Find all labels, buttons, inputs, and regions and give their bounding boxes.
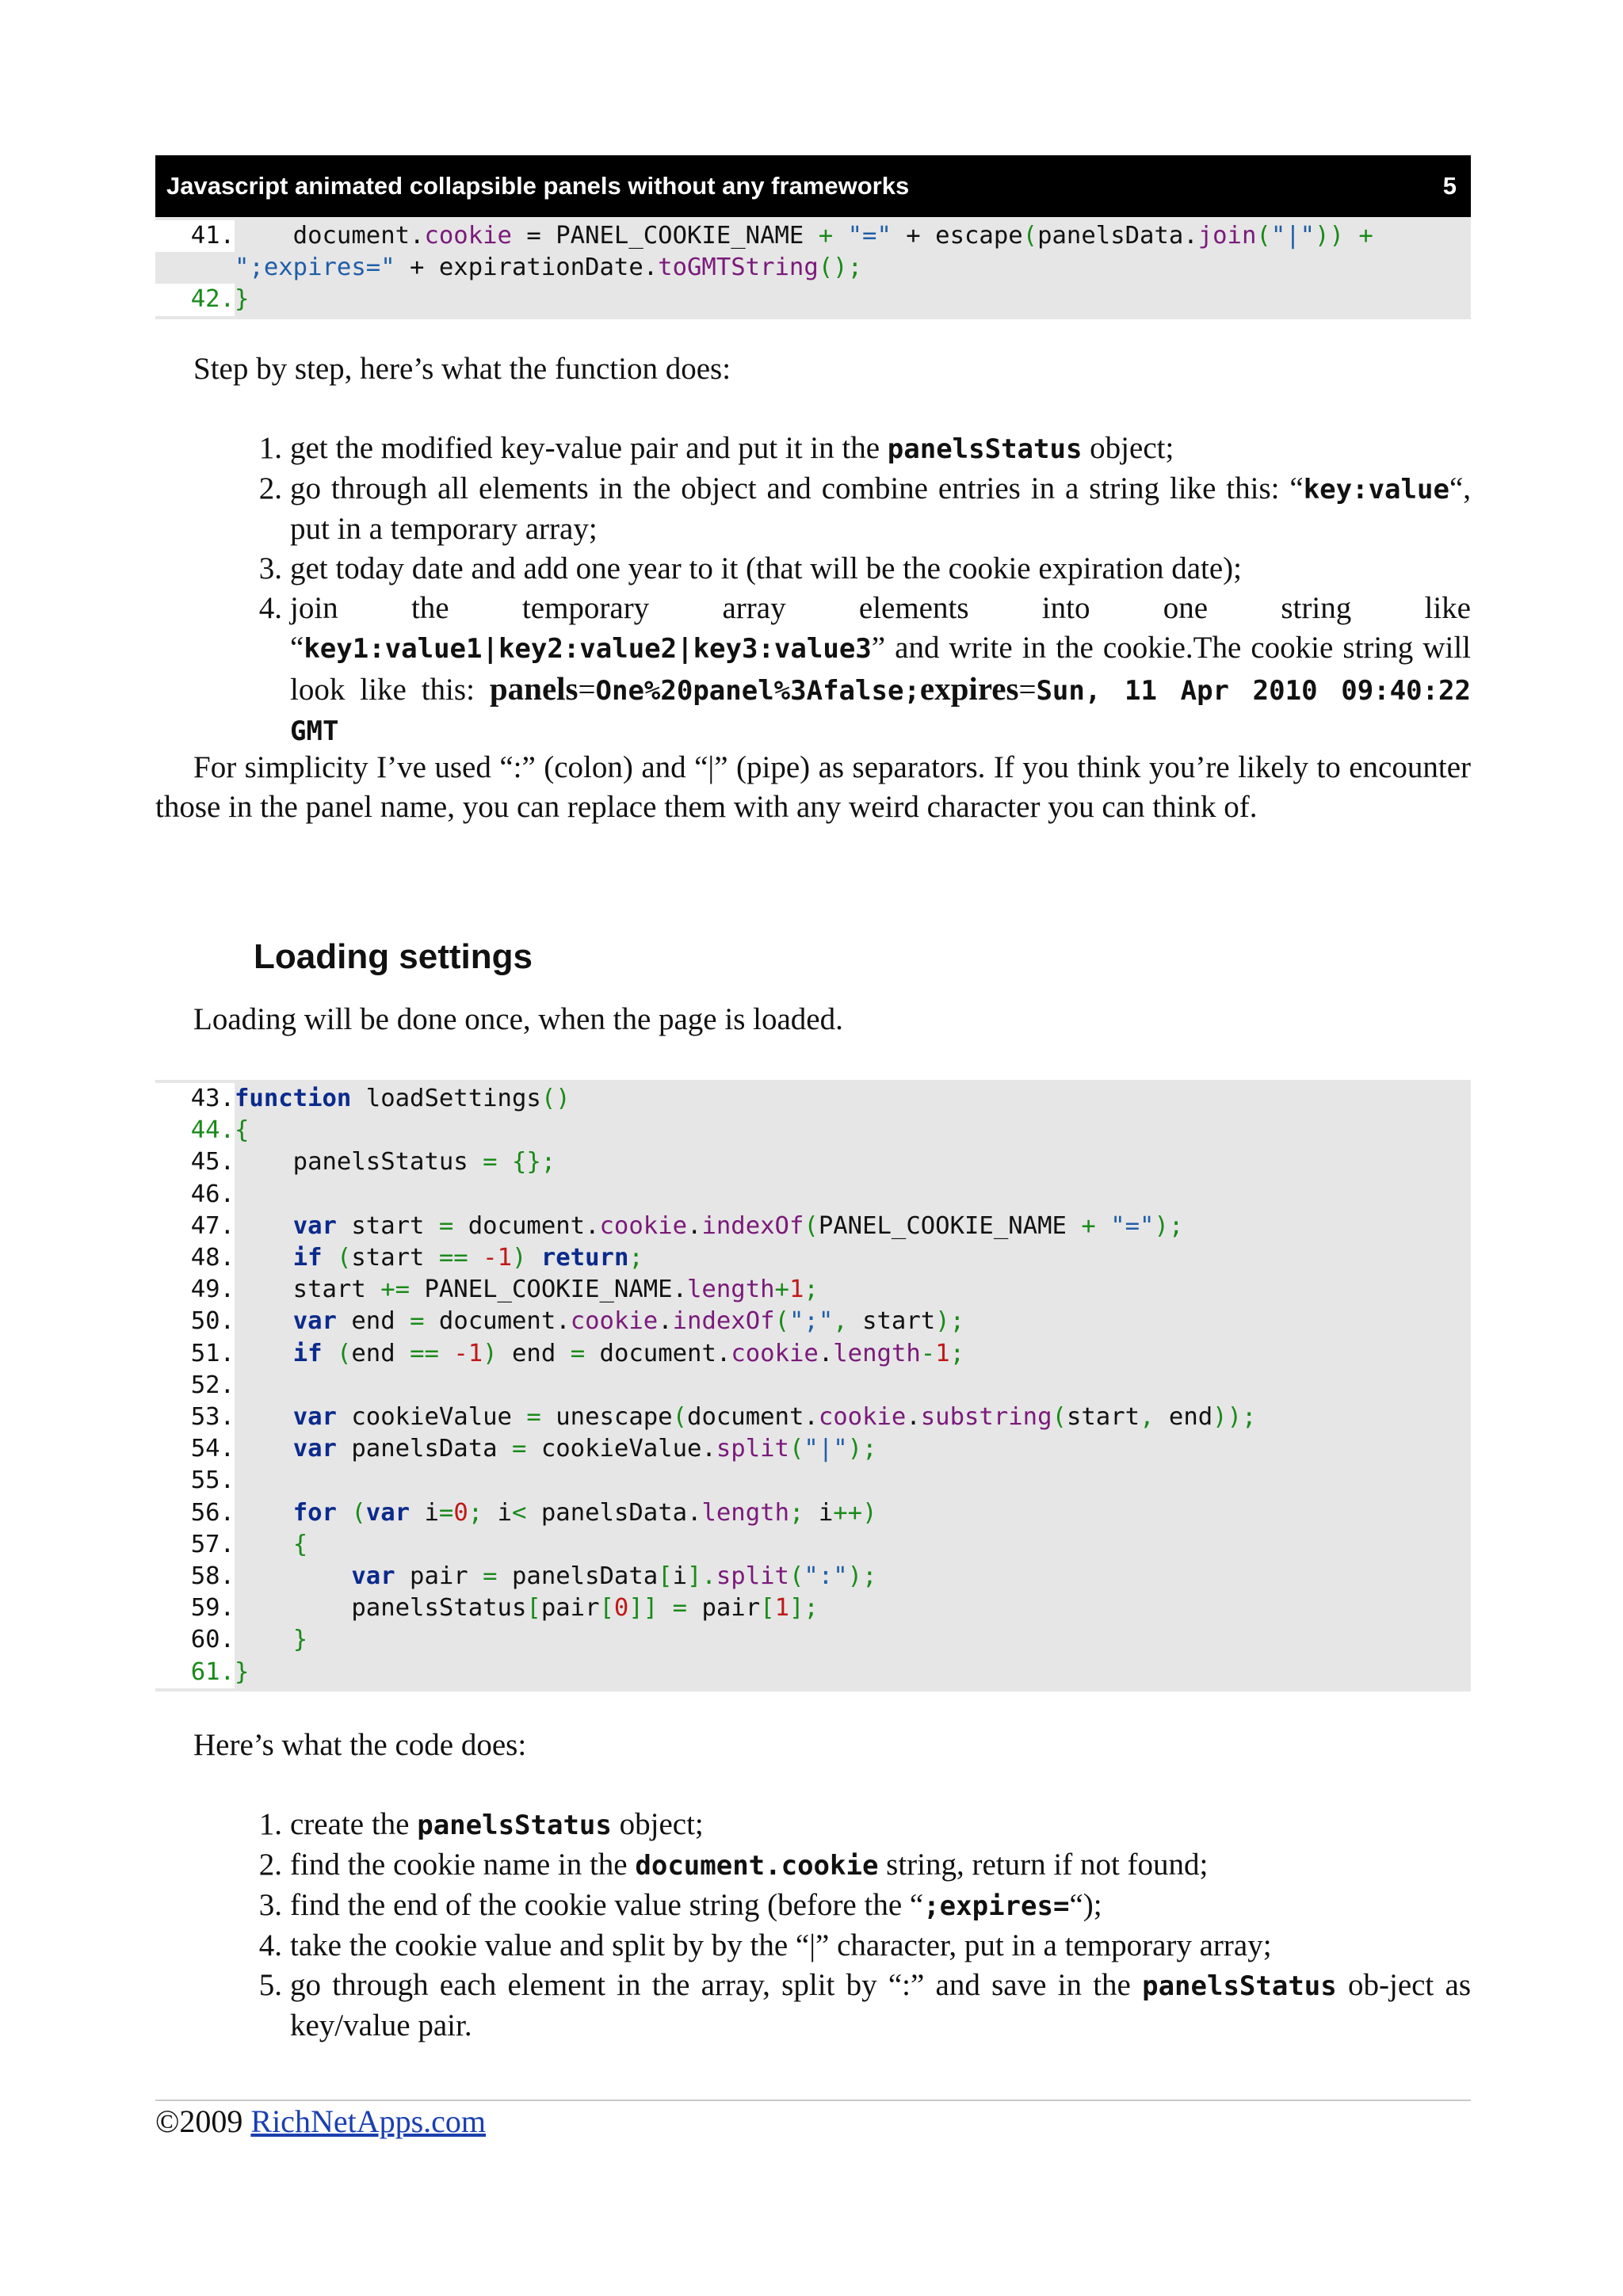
running-header [155, 155, 1471, 217]
list-item: 2. find the cookie name in the document.cookie string, return if not found; [258, 1848, 1209, 1882]
code-block-2 [155, 1080, 1471, 1691]
list-item: 5. go through each element in the array, split by “:” and save in the panelsStatus ob-ject as key/value pair. [258, 1968, 1471, 2042]
section-heading-loading-settings: Loading settings [254, 937, 533, 976]
code-line: 44. { [155, 1115, 1471, 1146]
code-line: 46. [155, 1179, 1471, 1211]
footer-rule [155, 2100, 1471, 2101]
footer [155, 2103, 486, 2140]
list-item: 3. get today date and add one year to it (that will be the cookie expiration date); [258, 551, 1242, 585]
header-title: Javascript animated collapsible panels without any frameworks [166, 172, 910, 200]
code-line: 57. { [155, 1529, 1471, 1561]
code-line: 60. } [155, 1624, 1471, 1656]
code-line: 49. start += PANEL_COOKIE_NAME.length+1; [155, 1274, 1471, 1306]
paragraph-here-is-what: Here’s what the code does: [193, 1728, 527, 1762]
paragraph-simplicity: For simplicity I’ve used “:” (colon) and “|” (pipe) as separators. If you think you’re likely to encounter those in the panel name, you can replace them with any weird character you can think of. [155, 750, 1471, 824]
list-item: 3. find the end of the cookie value string (before the “;expires=“); [258, 1888, 1102, 1922]
code-line: 48. if (start == -1) return; [155, 1242, 1471, 1274]
list-item: 4. take the cookie value and split by by the “|” character, put in a temporary array; [258, 1928, 1272, 1962]
code-line: 45. panelsStatus = {}; [155, 1146, 1471, 1178]
code-block-1 [155, 217, 1471, 319]
paragraph-loading: Loading will be done once, when the page is loaded. [193, 1002, 843, 1036]
code-line: 55. [155, 1465, 1471, 1497]
site-link[interactable]: RichNetApps.com [250, 2103, 487, 2139]
code-line: 53. var cookieValue = unescape(document.cookie.substring(start, end)); [155, 1402, 1471, 1433]
code-line: ";expires=" + expirationDate.toGMTString(); [235, 254, 863, 282]
list-item: 1. create the panelsStatus object; [258, 1807, 704, 1841]
copyright-text: ©2009 [155, 2103, 251, 2139]
code-line: 47. var start = document.cookie.indexOf(PANEL_COOKIE_NAME + "="); [155, 1211, 1471, 1242]
code-line: 43. function loadSettings() [155, 1083, 1471, 1115]
list-item: 1. get the modified key-value pair and put it in the panelsStatus object; [258, 431, 1174, 465]
code-line: 52. [155, 1370, 1471, 1402]
list-item: 4. join the temporary array elements into one string like “key1:value1|key2:value2|key3:value3” and write in the cookie.The cookie string will look like this: panels=One%20panel%3Afalse;expires=Sun, 11 Apr 2010 09:40:22 GMT [258, 591, 1471, 747]
code-line: 59. panelsStatus[pair[0]] = pair[1]; [155, 1592, 1471, 1624]
code-line: 42. } [155, 284, 1471, 315]
code-line: 41. document.cookie = PANEL_COOKIE_NAME + "=" + escape(panelsData.join("|")) + [155, 220, 1471, 252]
function-steps-list [258, 429, 1471, 751]
code-line: 56. for (var i=0; i< panelsData.length; i++) [155, 1497, 1471, 1529]
code-line: 61. } [155, 1657, 1471, 1688]
code-line: 54. var panelsData = cookieValue.split("|"); [155, 1433, 1471, 1465]
code-steps-list [258, 1805, 1471, 2046]
code-line: 51. if (end == -1) end = document.cookie.length-1; [155, 1338, 1471, 1370]
paragraph-step-by-step: Step by step, here’s what the function does: [193, 352, 731, 386]
list-item: 2. go through all elements in the object and combine entries in a string like this: “key:value“, put in a temporary array; [258, 471, 1471, 546]
code-line: 58. var pair = panelsData[i].split(":"); [155, 1561, 1471, 1592]
code-line: 50. var end = document.cookie.indexOf(";", start); [155, 1306, 1471, 1337]
page-number: 5 [1442, 172, 1457, 200]
